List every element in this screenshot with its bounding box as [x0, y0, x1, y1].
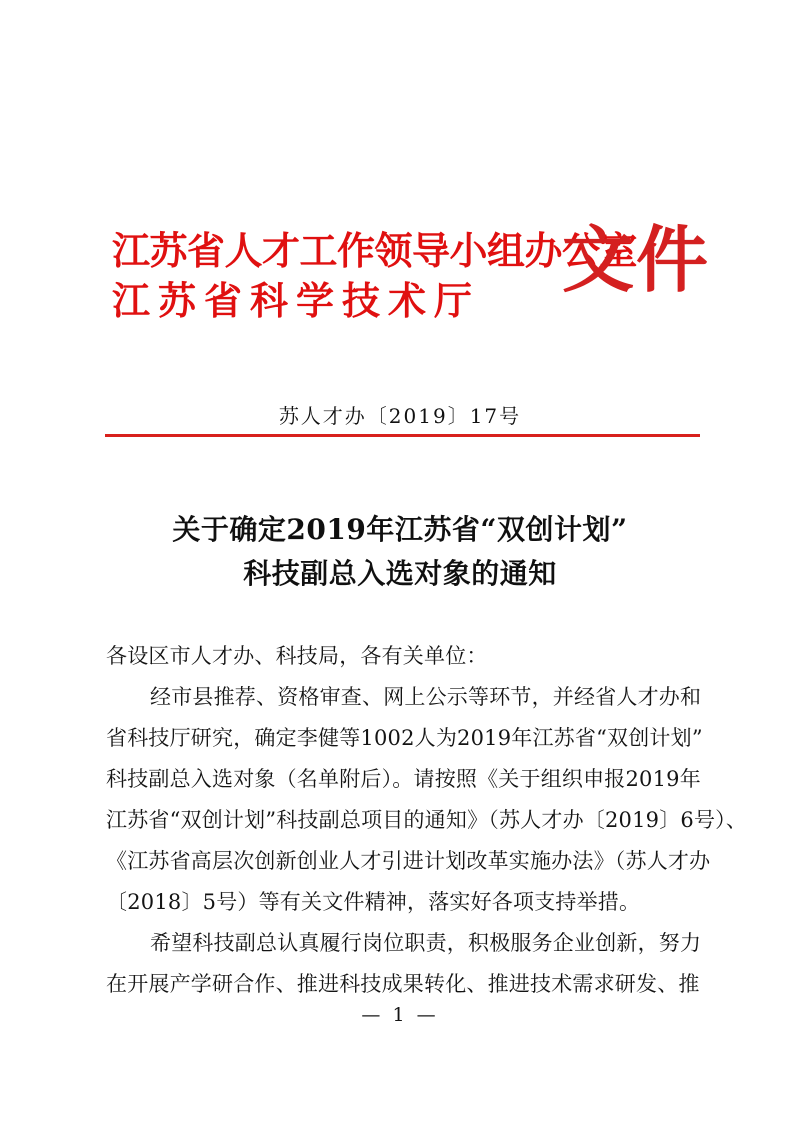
document-number: 苏人才办〔2019〕17号 [278, 404, 522, 428]
body-line: 各设区市人才办、科技局，各有关单位： [106, 644, 488, 668]
body-line: 江苏省“双创计划”科技副总项目的通知》（苏人才办〔2019〕6号）、 [106, 808, 748, 832]
issuer-line-2: 江苏省科学技术厅 [112, 278, 481, 323]
title-line-1: 关于确定2019年江苏省“双创计划” [172, 513, 628, 546]
page-title [0, 508, 800, 596]
red-divider-rule [105, 434, 700, 437]
body-line: 科技副总入选对象（名单附后）。请按照《关于组织申报2019年 [106, 767, 701, 791]
body-line: 希望科技副总认真履行岗位职责，积极服务企业创新，努力 [150, 931, 702, 955]
title-line-2: 科技副总入选对象的通知 [243, 557, 557, 590]
letterhead [0, 218, 800, 358]
page-number: — 1 — [361, 1004, 439, 1026]
body-line: 省科技厅研究，确定李健等1002人为2019年江苏省“双创计划” [106, 726, 703, 750]
body-line: 〔2018〕5号）等有关文件精神，落实好各项支持举措。 [106, 890, 641, 914]
body-line: 《江苏省高层次创新创业人才引进计划改革实施办法》（苏人才办 [106, 849, 711, 873]
body-line: 经市县推荐、资格审查、网上公示等环节，并经省人才办和 [150, 685, 702, 709]
document-word: 文件 [562, 217, 711, 302]
body-text [106, 636, 748, 1005]
body-line: 在开展产学研合作、推进科技成果转化、推进技术需求研发、推 [106, 972, 700, 996]
issuer-line-1: 江苏省人才工作领导小组办公室 [112, 228, 638, 273]
